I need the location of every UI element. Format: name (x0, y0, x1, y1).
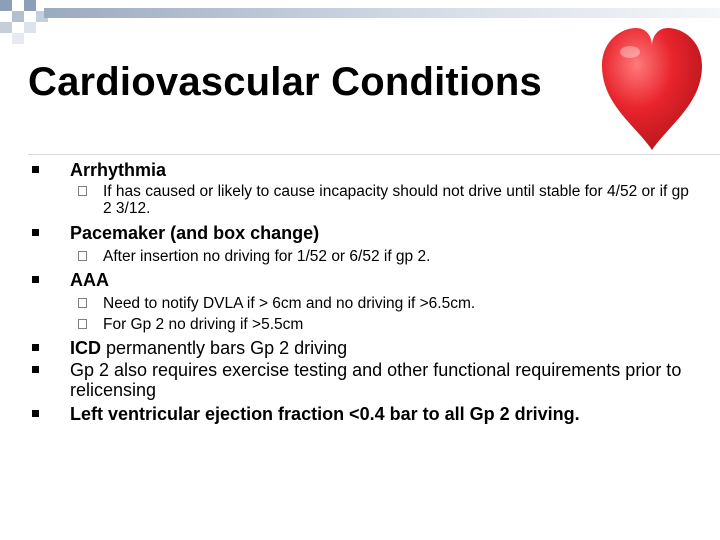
bullet-pacemaker: Pacemaker (and box change) (30, 223, 700, 243)
hollow-square-bullet-icon (78, 298, 87, 308)
bullet-aaa: AAA (30, 270, 700, 290)
square-bullet-icon (32, 276, 39, 283)
checkered-corner-decoration (0, 0, 60, 44)
hollow-square-bullet-icon (78, 251, 87, 261)
bullet-list (30, 160, 700, 424)
hollow-square-bullet-icon (78, 319, 87, 329)
heart-icon (596, 22, 708, 156)
square-bullet-icon (32, 229, 39, 236)
bullet-arrhythmia: Arrhythmia (30, 160, 700, 180)
sub-bullet-arrhythmia: If has caused or likely to cause incapacity should not drive until stable for 4/52 or if gp 2 3/12. (30, 183, 700, 217)
slide-title: Cardiovascular Conditions (28, 60, 542, 104)
square-bullet-icon (32, 166, 39, 173)
hollow-square-bullet-icon (78, 186, 87, 196)
sub-bullet-aaa-gp2: For Gp 2 no driving if >5.5cm (30, 316, 700, 333)
top-gradient-bar (44, 8, 720, 18)
square-bullet-icon (32, 344, 39, 351)
sub-bullet-pacemaker: After insertion no driving for 1/52 or 6/52 if gp 2. (30, 248, 700, 265)
square-bullet-icon (32, 410, 39, 417)
square-bullet-icon (32, 366, 39, 373)
bullet-gp2-exercise: Gp 2 also requires exercise testing and other functional requirements prior to relicensing (30, 360, 700, 400)
bullet-icd: ICD permanently bars Gp 2 driving (30, 338, 700, 358)
bullet-lvef: Left ventricular ejection fraction <0.4 bar to all Gp 2 driving. (30, 404, 700, 424)
sub-bullet-aaa-dvla: Need to notify DVLA if > 6cm and no driving if >6.5cm. (30, 295, 700, 312)
